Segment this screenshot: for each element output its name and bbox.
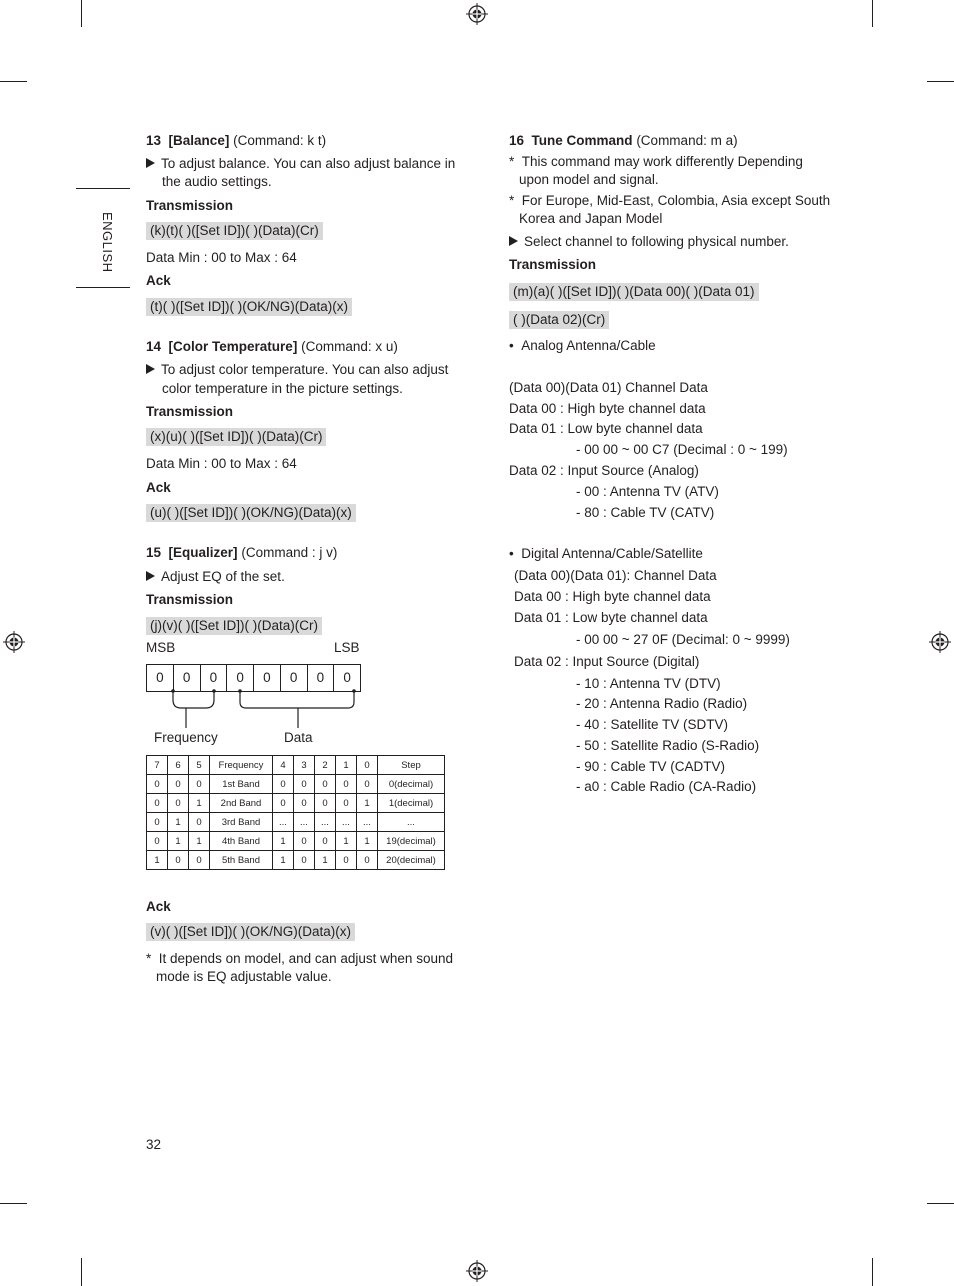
section-command: (Command: m a) (636, 133, 738, 148)
digital-line: - 50 : Satellite Radio (S-Radio) (576, 738, 760, 753)
table-cell: 1 (273, 851, 294, 870)
table-cell: 1 (189, 794, 210, 813)
command-code: (k)(t)( )([Set ID])( )(Data)(Cr) (146, 222, 323, 240)
table-cell: 0 (189, 851, 210, 870)
table-cell: 19(decimal) (378, 832, 445, 851)
command-code: (m)(a)( )([Set ID])( )(Data 00)( )(Data 01) (509, 283, 759, 301)
ack-code: (t)( )([Set ID])( )(OK/NG)(Data)(x) (146, 298, 352, 316)
bullet-text: To adjust color temperature. You can also adjust (161, 362, 449, 377)
triangle-bullet-icon (146, 158, 155, 168)
data-range: Data Min : 00 to Max : 64 (146, 250, 297, 265)
table-cell: 0 (315, 775, 336, 794)
bit-cell: 0 (343, 670, 351, 685)
table-cell: ... (378, 813, 445, 832)
triangle-bullet-icon (146, 571, 155, 581)
table-cell: ... (273, 813, 294, 832)
crop-mark (0, 81, 27, 82)
digital-line: - a0 : Cable Radio (CA-Radio) (576, 779, 757, 794)
table-header-row (147, 756, 445, 775)
analog-line: Data 01 : Low byte channel data (509, 421, 703, 436)
bullet-line (146, 361, 448, 379)
table-cell: 0 (189, 775, 210, 794)
transmission-label: Transmission (146, 592, 234, 607)
table-cell: ... (294, 813, 315, 832)
table-cell: 0 (294, 851, 315, 870)
bit-cell: 0 (227, 665, 254, 691)
table-cell: 0 (147, 775, 168, 794)
table-cell: 0 (168, 794, 189, 813)
digital-line: - 40 : Satellite TV (SDTV) (576, 717, 729, 732)
note-text: For Europe, Mid-East, Colombia, Asia except South (521, 193, 831, 208)
table-cell: ... (357, 813, 378, 832)
table-cell: 4 (273, 756, 294, 775)
note-text: It depends on model, and can adjust when sound (158, 951, 453, 966)
digital-line: (Data 00)(Data 01): Channel Data (514, 568, 717, 583)
digital-line: Data 00 : High byte channel data (514, 589, 711, 604)
section-title: [Color Temperature] (168, 339, 298, 354)
frequency-label: Frequency (154, 730, 218, 745)
triangle-bullet-icon (509, 236, 518, 246)
table-cell: Step (378, 756, 445, 775)
section-command: (Command: k t) (233, 133, 327, 148)
data-range: Data Min : 00 to Max : 64 (146, 456, 297, 471)
table-cell: 0 (294, 794, 315, 813)
side-tab-rule (76, 188, 130, 189)
bit-cell: 0 (254, 665, 281, 691)
table-cell: 0 (336, 851, 357, 870)
bit-cell: 0 (147, 665, 174, 691)
digital-line: - 00 00 ~ 27 0F (Decimal: 0 ~ 9999) (576, 632, 790, 647)
table-cell: 1 (357, 832, 378, 851)
section-command: (Command: x u) (301, 339, 398, 354)
bullet-text-cont: the audio settings. (162, 174, 272, 189)
command-code: (j)(v)( )([Set ID])( )(Data)(Cr) (146, 617, 322, 635)
crop-mark (927, 81, 954, 82)
table-cell: 1 (147, 851, 168, 870)
msb-label: MSB (146, 640, 176, 655)
crop-mark (0, 1203, 27, 1204)
table-cell: 1 (357, 794, 378, 813)
table-cell: 0(decimal) (378, 775, 445, 794)
digital-line: Data 01 : Low byte channel data (514, 610, 708, 625)
analog-line: - 00 : Antenna TV (ATV) (576, 484, 719, 499)
table-cell: 7 (147, 756, 168, 775)
table-row (147, 832, 445, 851)
side-language-label: ENGLISH (100, 212, 115, 273)
bullet-text-cont: color temperature in the picture settings. (162, 381, 403, 396)
table-row (147, 794, 445, 813)
bit-cell: 0 (281, 665, 308, 691)
note-text-cont: Korea and Japan Model (519, 211, 663, 226)
ack-label: Ack (146, 899, 171, 914)
table-cell: 1 (315, 851, 336, 870)
table-cell: 1st Band (210, 775, 273, 794)
table-cell: 5 (189, 756, 210, 775)
note-line (509, 192, 830, 210)
table-cell: ... (315, 813, 336, 832)
section-13-heading (146, 132, 326, 150)
table-cell: 0 (336, 794, 357, 813)
crop-mark (81, 1258, 82, 1286)
table-cell: 0 (189, 813, 210, 832)
table-cell: 0 (294, 832, 315, 851)
note-line (509, 153, 803, 171)
command-code: ( )(Data 02)(Cr) (509, 311, 609, 329)
note-text-cont: mode is EQ adjustable value. (156, 969, 332, 984)
asterisk-marker: * (509, 193, 522, 208)
table-cell: 1(decimal) (378, 794, 445, 813)
registration-mark-icon (3, 631, 25, 653)
table-row (147, 813, 445, 832)
page-number: 32 (146, 1137, 162, 1152)
dot-bullet: • (509, 338, 522, 353)
bullet-text: Adjust EQ of the set. (161, 569, 285, 584)
registration-mark-icon (466, 1260, 488, 1282)
transmission-label: Transmission (509, 257, 597, 272)
section-number: 15 (146, 545, 162, 560)
bullet-text: Select channel to following physical number. (524, 234, 789, 249)
section-14-heading (146, 338, 398, 356)
analog-title (509, 337, 656, 355)
table-cell: 0 (357, 851, 378, 870)
section-title: Tune Command (531, 133, 633, 148)
section-15-heading (146, 544, 337, 562)
crop-mark (927, 1203, 954, 1204)
table-cell: 20(decimal) (378, 851, 445, 870)
crop-mark (872, 0, 873, 27)
table-row (147, 775, 445, 794)
table-cell: 0 (168, 775, 189, 794)
table-cell: 3rd Band (210, 813, 273, 832)
analog-line: (Data 00)(Data 01) Channel Data (509, 380, 708, 395)
note-text: This command may work differently Depending (521, 154, 803, 169)
digital-line: Data 02 : Input Source (Digital) (514, 654, 700, 669)
table-cell: 1 (189, 832, 210, 851)
table-cell: 0 (273, 794, 294, 813)
section-number: 16 (509, 133, 525, 148)
bullet-line (146, 568, 285, 586)
table-cell: 0 (147, 813, 168, 832)
table-cell: 0 (147, 794, 168, 813)
frequency-step-table (146, 755, 445, 870)
digital-line: - 90 : Cable TV (CADTV) (576, 759, 726, 774)
crop-mark (872, 1258, 873, 1286)
table-cell: 0 (315, 794, 336, 813)
table-cell: 1 (168, 813, 189, 832)
table-cell: 0 (147, 832, 168, 851)
table-row (147, 851, 445, 870)
table-cell: 1 (336, 756, 357, 775)
table-cell: Frequency (210, 756, 273, 775)
table-cell: 0 (357, 756, 378, 775)
table-cell: 2 (315, 756, 336, 775)
section-title: [Equalizer] (168, 545, 238, 560)
table-cell: 0 (315, 832, 336, 851)
ack-code: (u)( )([Set ID])( )(OK/NG)(Data)(x) (146, 504, 356, 522)
table-cell: 1 (336, 832, 357, 851)
section-number: 13 (146, 133, 162, 148)
section-16-heading (509, 132, 738, 150)
table-cell: 1 (168, 832, 189, 851)
ack-label: Ack (146, 480, 171, 495)
side-tab-rule (76, 287, 130, 288)
bit-cell: 0 (308, 665, 335, 691)
digital-title (509, 545, 703, 563)
registration-mark-icon (466, 3, 488, 25)
table-cell: 4th Band (210, 832, 273, 851)
bit-group-brackets (140, 688, 370, 730)
section-title: [Balance] (168, 133, 230, 148)
digital-title-text: Digital Antenna/Cable/Satellite (521, 546, 703, 561)
table-cell: 1 (273, 832, 294, 851)
bit-cell: 0 (174, 665, 201, 691)
ack-code: (v)( )([Set ID])( )(OK/NG)(Data)(x) (146, 923, 355, 941)
analog-line: Data 02 : Input Source (Analog) (509, 463, 699, 478)
ack-label: Ack (146, 273, 171, 288)
transmission-label: Transmission (146, 404, 234, 419)
table-cell: 5th Band (210, 851, 273, 870)
note-text-cont: upon model and signal. (519, 172, 659, 187)
registration-mark-icon (929, 631, 951, 653)
table-cell: 6 (168, 756, 189, 775)
lsb-label: LSB (334, 640, 360, 655)
asterisk-marker: * (146, 951, 159, 966)
digital-line: - 20 : Antenna Radio (Radio) (576, 696, 748, 711)
digital-line: - 10 : Antenna TV (DTV) (576, 676, 721, 691)
table-cell: 2nd Band (210, 794, 273, 813)
section-command: (Command : j v) (241, 545, 338, 560)
analog-line: - 80 : Cable TV (CATV) (576, 505, 715, 520)
analog-line: Data 00 : High byte channel data (509, 401, 706, 416)
bullet-text: To adjust balance. You can also adjust balance in (161, 156, 456, 171)
bit-cell: 0 (201, 665, 228, 691)
table-cell: 0 (336, 775, 357, 794)
dot-bullet: • (509, 546, 522, 561)
table-cell: 0 (273, 775, 294, 794)
analog-line: - 00 00 ~ 00 C7 (Decimal : 0 ~ 199) (576, 442, 788, 457)
table-cell: 3 (294, 756, 315, 775)
bullet-line (509, 233, 789, 251)
triangle-bullet-icon (146, 364, 155, 374)
asterisk-marker: * (509, 154, 522, 169)
transmission-label: Transmission (146, 198, 234, 213)
bullet-line (146, 155, 455, 173)
crop-mark (81, 0, 82, 27)
note-line (146, 950, 453, 968)
command-code: (x)(u)( )([Set ID])( )(Data)(Cr) (146, 428, 326, 446)
data-label: Data (284, 730, 313, 745)
table-cell: 0 (294, 775, 315, 794)
analog-title-text: Analog Antenna/Cable (521, 338, 656, 353)
section-number: 14 (146, 339, 162, 354)
table-cell: 0 (357, 775, 378, 794)
table-cell: 0 (168, 851, 189, 870)
table-cell: ... (336, 813, 357, 832)
